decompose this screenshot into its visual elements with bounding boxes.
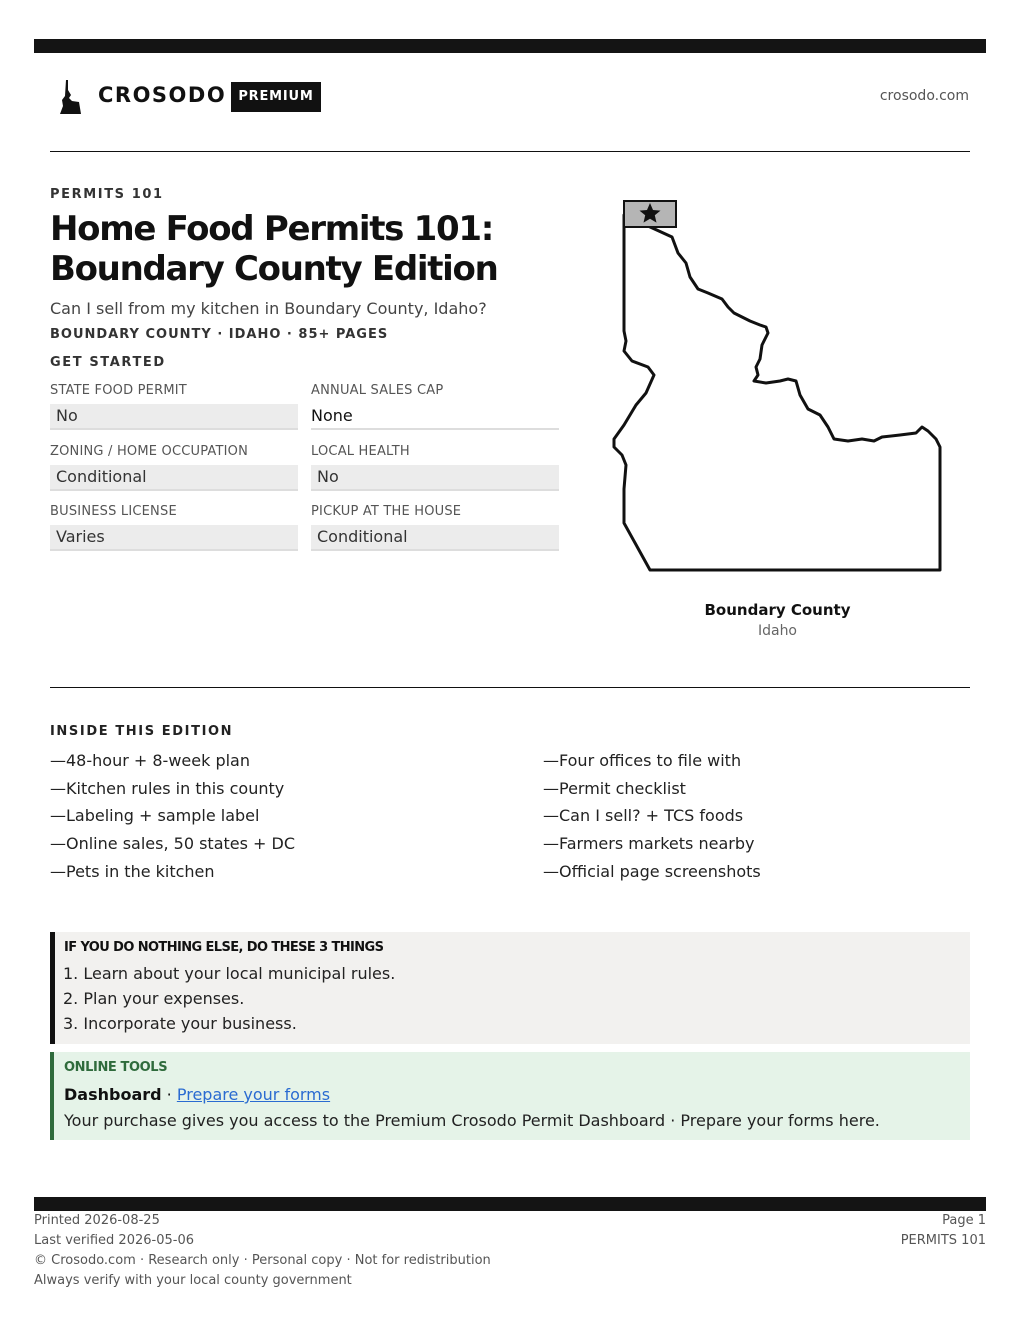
idaho-county-map [610, 195, 950, 580]
section-divider [50, 687, 970, 688]
online-tools-panel [50, 1052, 970, 1140]
dashboard-label: Dashboard [64, 1085, 162, 1104]
contents-item: —Online sales, 50 states + DC [50, 834, 296, 853]
callout-heading: IF YOU DO NOTHING ELSE, DO THESE 3 THINGS [64, 940, 384, 955]
field-value: No [50, 404, 298, 430]
tools-description: Your purchase gives you access to the Premium Crosodo Permit Dashboard · Prepare your forms here. [64, 1111, 880, 1130]
tools-accent-bar [50, 1052, 54, 1140]
page-title-line-2: Boundary County Edition [50, 249, 498, 289]
tools-heading: ONLINE TOOLS [64, 1060, 168, 1075]
contents-item: —Can I sell? + TCS foods [543, 806, 744, 825]
field-label: ZONING / HOME OCCUPATION [50, 444, 249, 459]
dashboard-separator: · [161, 1085, 177, 1104]
field-value: None [311, 404, 559, 430]
page-number: Page 1 [942, 1213, 986, 1228]
contents-item: —48-hour + 8-week plan [50, 751, 250, 770]
field-value: No [311, 465, 559, 491]
page-title [50, 209, 570, 289]
callout-item: 2. Plan your expenses. [63, 989, 245, 1008]
contents-item: —Permit checklist [543, 779, 686, 798]
brand-name[interactable]: CROSODO [98, 83, 227, 107]
top-three-callout [50, 932, 970, 1044]
field-value: Conditional [311, 525, 559, 551]
verify-disclaimer: Always verify with your local county government [34, 1273, 352, 1288]
field-value: Varies [50, 525, 298, 551]
field-label: PICKUP AT THE HOUSE [311, 504, 462, 519]
inside-edition-heading: INSIDE THIS EDITION [50, 724, 234, 739]
contents-item: —Pets in the kitchen [50, 862, 215, 881]
contents-item: —Farmers markets nearby [543, 834, 755, 853]
section-eyebrow: PERMITS 101 [50, 187, 164, 202]
idaho-state-outline [614, 215, 940, 570]
edition-meta: BOUNDARY COUNTY · IDAHO · 85+ PAGES [50, 327, 389, 342]
header-divider [50, 151, 970, 152]
site-url[interactable]: crosodo.com [879, 88, 969, 104]
contents-item: —Labeling + sample label [50, 806, 260, 825]
contents-item: —Official page screenshots [543, 862, 761, 881]
field-annual-sales-cap [311, 383, 559, 430]
field-label: STATE FOOD PERMIT [50, 383, 187, 398]
footer-section-name: PERMITS 101 [900, 1233, 986, 1248]
field-label: LOCAL HEALTH [311, 444, 410, 459]
field-local-health [311, 444, 559, 491]
field-zoning-home-occupation [50, 444, 298, 491]
page-title-line-1: Home Food Permits 101: [50, 209, 494, 249]
prepare-forms-link[interactable]: Prepare your forms [176, 1085, 331, 1104]
verified-date: Last verified 2026-05-06 [34, 1233, 194, 1248]
dashboard-row [64, 1085, 330, 1104]
get-started-heading: GET STARTED [50, 355, 166, 370]
field-state-food-permit [50, 383, 298, 430]
field-label: ANNUAL SALES CAP [311, 383, 444, 398]
copyright-notice: © Crosodo.com · Research only · Personal copy · Not for redistribution [34, 1253, 491, 1268]
contents-item: —Four offices to file with [543, 751, 742, 770]
printed-date: Printed 2026-08-25 [34, 1213, 160, 1228]
callout-item: 3. Incorporate your business. [63, 1014, 297, 1033]
idaho-state-silhouette-icon [60, 80, 82, 114]
bottom-bar [34, 1197, 986, 1211]
callout-item: 1. Learn about your local municipal rules. [63, 964, 396, 983]
page-subtitle: Can I sell from my kitchen in Boundary County, Idaho? [50, 299, 487, 318]
field-label: BUSINESS LICENSE [50, 504, 177, 519]
field-pickup-at-the-house [311, 504, 559, 551]
field-business-license [50, 504, 298, 551]
map-state-name: Idaho [757, 623, 798, 639]
contents-item: —Kitchen rules in this county [50, 779, 285, 798]
field-value: Conditional [50, 465, 298, 491]
map-county-name: Boundary County [704, 601, 851, 619]
callout-accent-bar [50, 932, 55, 1044]
top-bar [34, 39, 986, 53]
premium-badge: PREMIUM [231, 82, 321, 112]
